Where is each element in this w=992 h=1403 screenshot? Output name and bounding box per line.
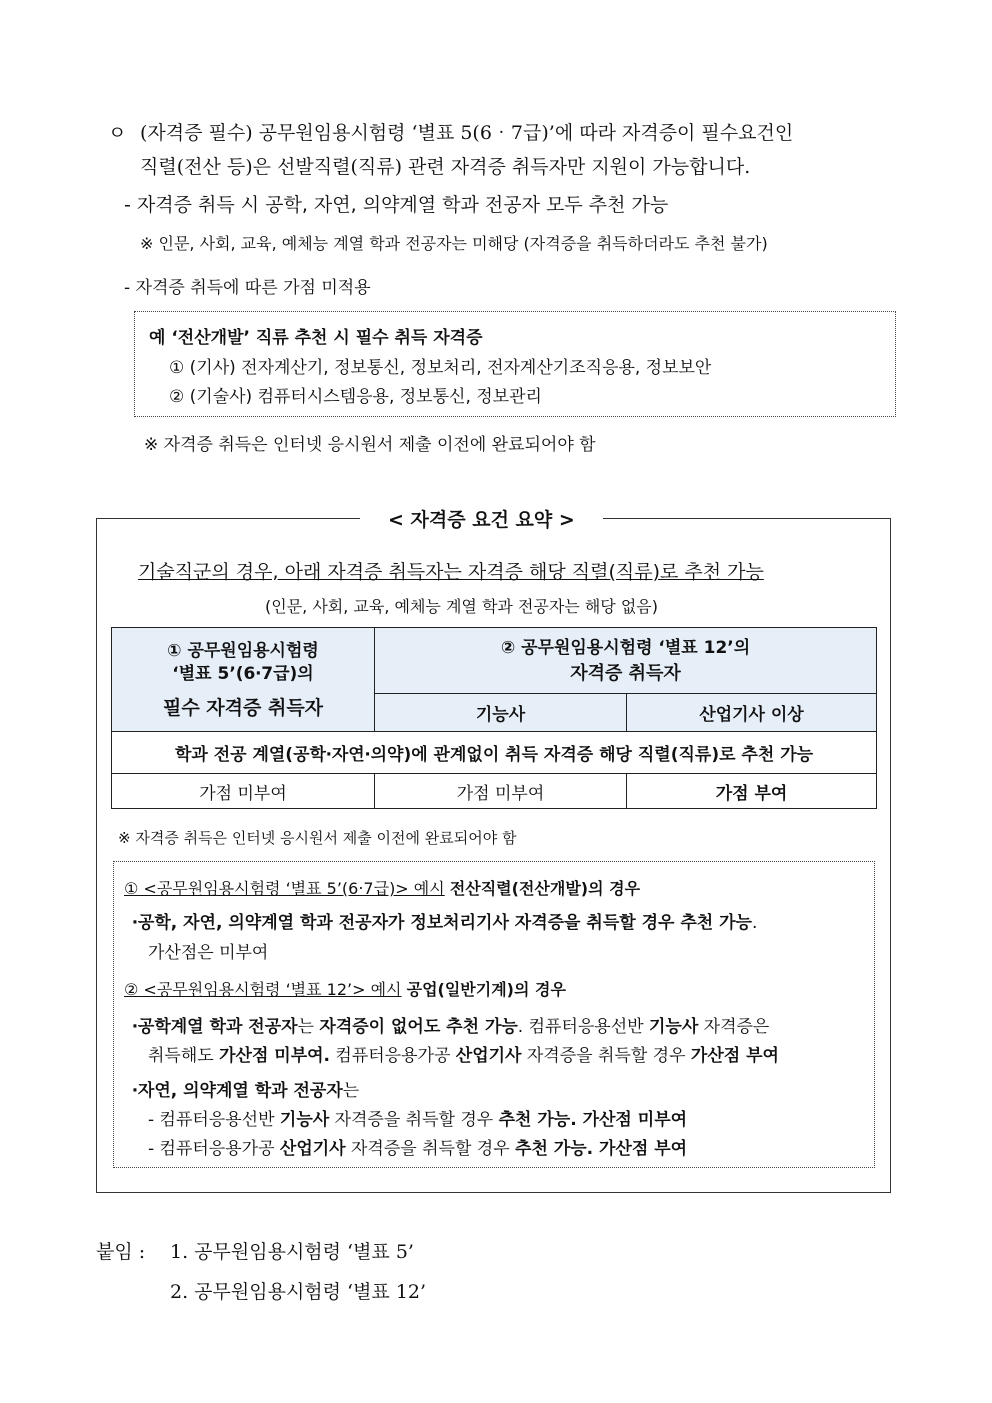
example1-bullet-line2: 가산점은 미부여 (148, 943, 269, 963)
section1-line1: (자격증 필수) 공무원임용시험령 ‘별표 5(6‧7급)’에 따라 자격증이 필수요건인 (140, 122, 794, 144)
attachment-item2: 2. 공무원임용시험령 ‘별표 12’ (170, 1281, 427, 1303)
t: 자격증을 취득할 경우 (345, 1139, 516, 1159)
t: 자격증을 취득할 경우 (521, 1046, 691, 1066)
example1-heading-case: 전산직렬(전산개발)의 경우 (449, 879, 641, 898)
example2-heading-case: 공업(일반기계)의 경우 (406, 980, 566, 999)
t: 기능사 (648, 1017, 699, 1037)
t: 추천 가능. 가산점 미부여 (498, 1110, 688, 1130)
t: 가산점 부여 (690, 1046, 779, 1066)
table-header-col1-line1: ① 공무원임용시험령 (167, 640, 319, 661)
table-cell-r3: 가점 부여 (627, 774, 877, 809)
example-box (134, 311, 896, 417)
table-merged-row: 학과 전공 계열(공학‧자연‧의약)에 관계없이 취득 자격증 해당 직렬(직류)로 추천 가능 (112, 732, 877, 774)
t: 산업기사 (279, 1139, 346, 1159)
table-header-col2-line2: 자격증 취득자 (570, 662, 681, 684)
table-subheader-1: 기능사 (375, 694, 627, 732)
table-header-col2 (375, 628, 877, 694)
summary-note: ※ 자격증 취득은 인터넷 응시원서 제출 이전에 완료되어야 함 (118, 829, 517, 847)
example2-dash2 (148, 1134, 687, 1159)
example-box-item1: ① (기사) 전자계산기, 정보통신, 정보처리, 전자계산기조직응용, 정보보안 (169, 358, 712, 378)
table-header-col2-line1: ② 공무원임용시험령 ‘별표 12’의 (500, 637, 751, 658)
table-header-col1-line3: 필수 자격증 취득자 (162, 696, 324, 719)
section1-dash2: - 자격증 취득에 따른 가점 미적용 (124, 278, 371, 298)
example-box-title: 예 ‘전산개발’ 직류 추천 시 필수 취득 자격증 (149, 328, 483, 348)
t: 컴퓨터응용가공 (330, 1046, 456, 1066)
t: 자격증이 없어도 추천 가능 (319, 1017, 518, 1037)
t: . 컴퓨터응용선반 (517, 1017, 649, 1037)
t: 는 (297, 1017, 320, 1037)
table-header-col1-line2: ‘별표 5’(6‧7급)의 (172, 663, 314, 684)
summary-heading: 기술직군의 경우, 아래 자격증 취득자는 자격증 해당 직렬(직류)로 추천 가능 (138, 561, 764, 583)
example2-bullet1-line1 (132, 1012, 769, 1037)
certificate-note: ※ 자격증 취득은 인터넷 응시원서 제출 이전에 완료되어야 함 (144, 435, 596, 455)
bullet-circle: ㅇ (108, 122, 127, 144)
example1-heading (124, 876, 640, 899)
t: 자격증을 취득할 경우 (329, 1110, 499, 1130)
summary-subheading: (인문, 사회, 교육, 예체능 계열 학과 전공자는 해당 없음) (265, 597, 659, 616)
attachment-item1: 1. 공무원임용시험령 ‘별표 5’ (170, 1241, 414, 1263)
table-subheader-2: 산업기사 이상 (627, 694, 877, 732)
example2-bullet2 (132, 1076, 359, 1101)
table-cell-r2: 가점 미부여 (375, 774, 627, 809)
example-box-item2: ② (기술사) 컴퓨터시스템응용, 정보통신, 정보관리 (169, 387, 542, 407)
example2-heading-ref: ② <공무원임용시험령 ‘별표 12’> 예시 (124, 980, 402, 999)
t: 가산점 미부여. (219, 1046, 331, 1066)
section1-line2: 직렬(전산 등)은 선발직렬(직류) 관련 자격증 취득자만 지원이 가능합니다. (140, 156, 751, 178)
t: ‧자연, 의약계열 학과 전공자 (132, 1081, 343, 1101)
t: 자격증은 (698, 1017, 770, 1037)
section1-note1: ※ 인문, 사회, 교육, 예체능 계열 학과 전공자는 미해당 (자격증을 취득하더라도 추천 불가) (140, 234, 768, 253)
example1-bullet (132, 908, 757, 933)
example2-bullet1-line2 (148, 1041, 779, 1066)
example1-bullet-bold: ‧공학, 자연, 의약계열 학과 전공자가 정보처리기사 자격증을 취득할 경우 추천 가능 (132, 913, 752, 933)
example1-heading-ref: ① <공무원임용시험령 ‘별표 5’(6‧7급)> 예시 (124, 879, 445, 898)
example2-heading (124, 977, 566, 1000)
t: ‧공학계열 학과 전공자 (132, 1017, 298, 1037)
t: - 컴퓨터응용가공 (148, 1139, 280, 1159)
section1-dash1: - 자격증 취득 시 공학, 자연, 의약계열 학과 전공자 모두 추천 가능 (124, 194, 669, 216)
example2-dash1 (148, 1105, 687, 1130)
t: 취득해도 (148, 1046, 220, 1066)
table-header-col1 (112, 628, 375, 732)
requirements-table (111, 627, 877, 809)
t: 추천 가능. 가산점 부여 (515, 1139, 688, 1159)
t: 는 (342, 1081, 360, 1101)
t: 산업기사 (455, 1046, 522, 1066)
example1-bullet-tail: . (751, 913, 758, 933)
attachment-label: 붙임 : (96, 1241, 146, 1263)
t: - 컴퓨터응용선반 (148, 1110, 280, 1130)
t: 기능사 (279, 1110, 330, 1130)
summary-title: < 자격증 요건 요약 > (360, 505, 603, 532)
table-cell-r1: 가점 미부여 (112, 774, 375, 809)
examples-box (113, 861, 875, 1168)
